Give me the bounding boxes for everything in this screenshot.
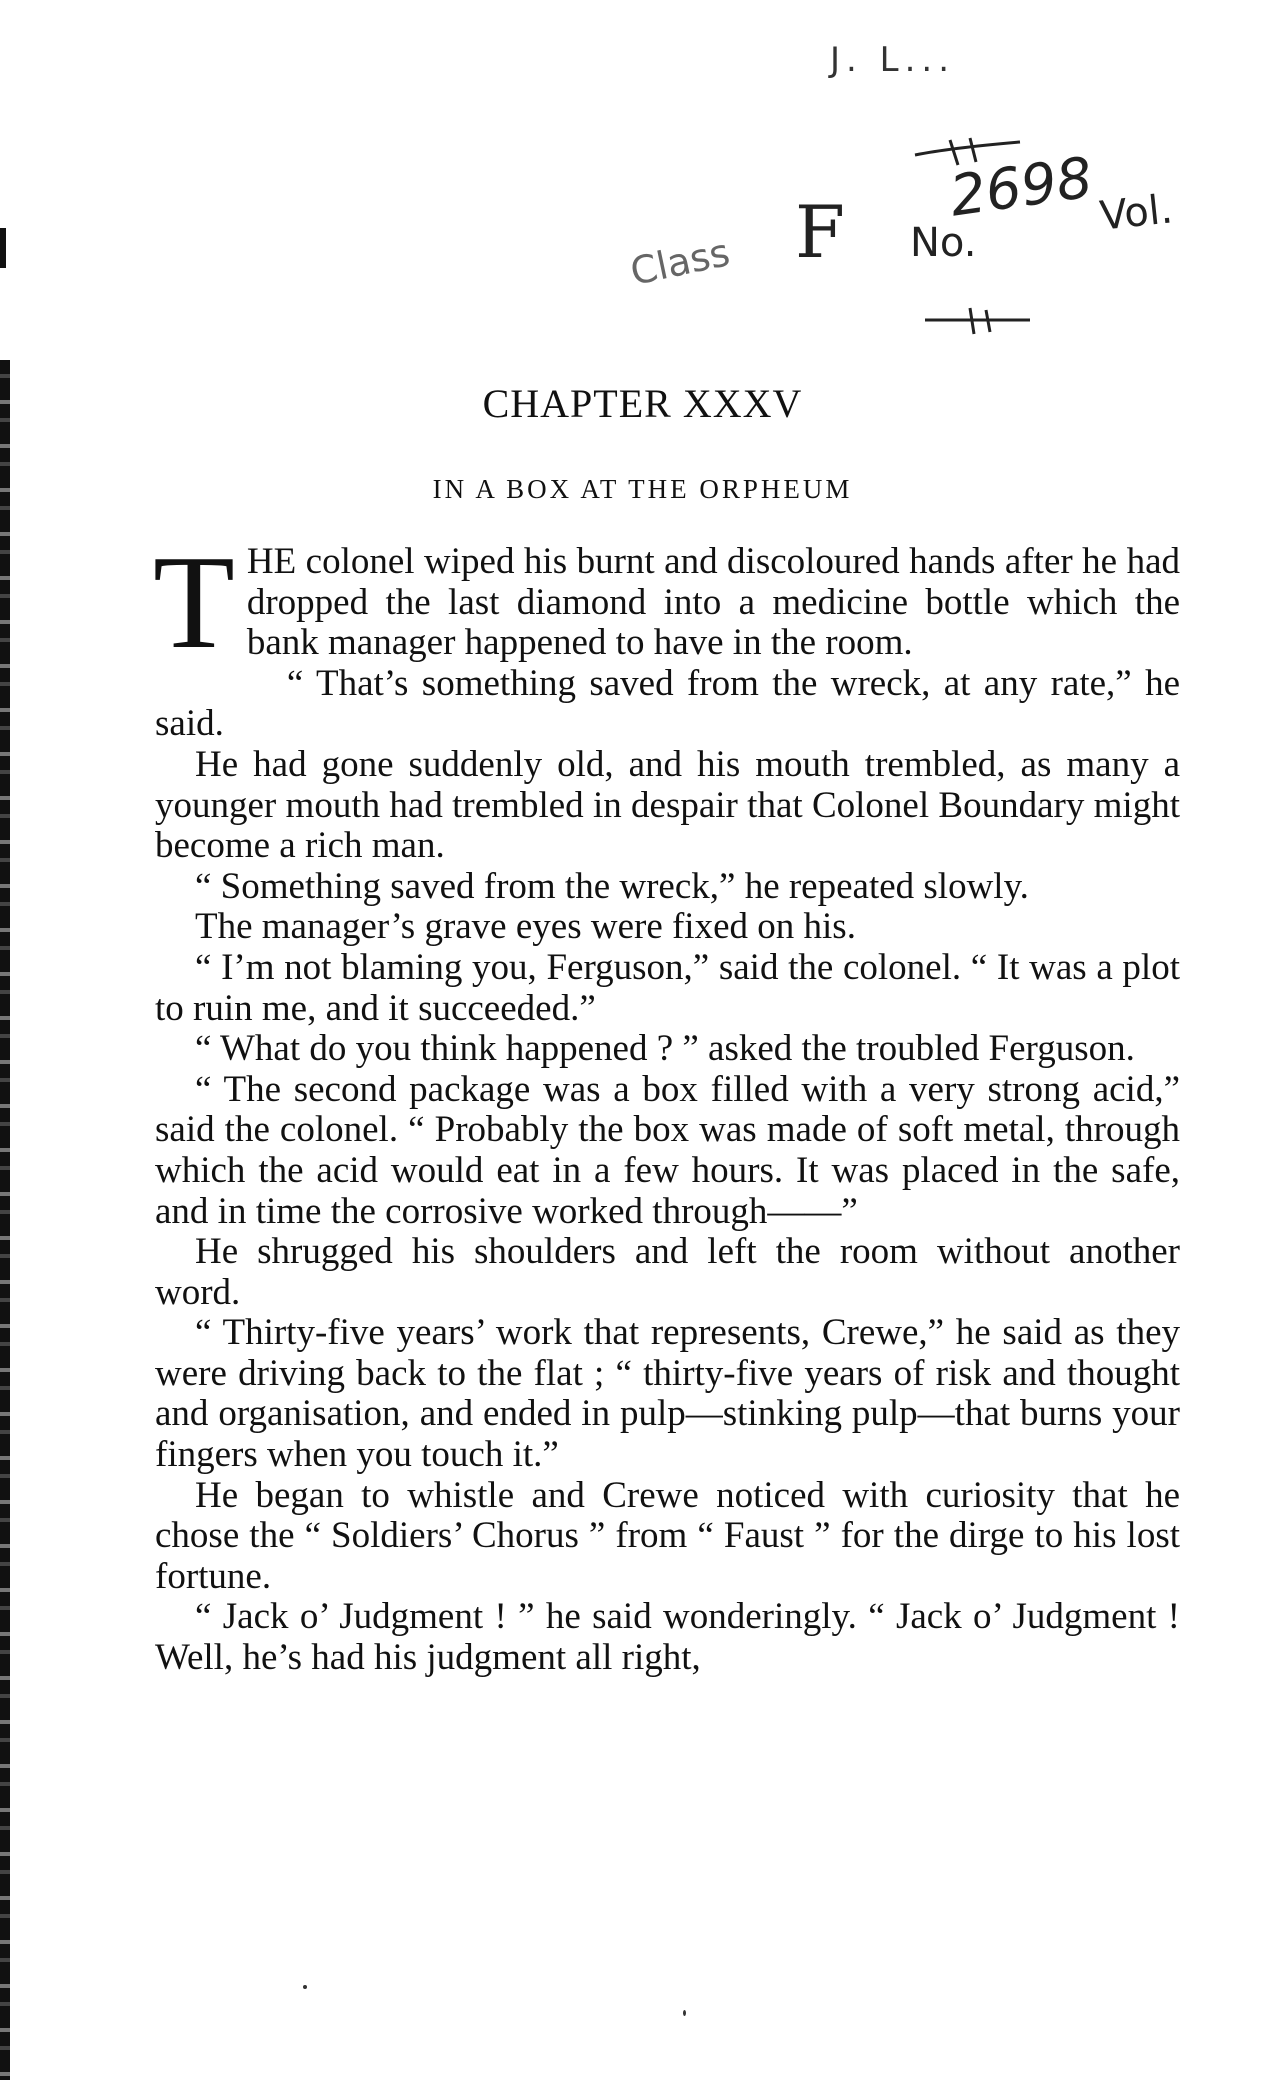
chapter-subtitle: IN A BOX AT THE ORPHEUM (432, 474, 853, 504)
stamp-class-value: F (795, 190, 845, 274)
paragraph-11: He began to whistle and Crewe noticed with curiosity that he chose the “ Soldiers’ Chorus ” from “ Faust ” for the dirge to his lost fortune. (155, 1474, 1180, 1597)
paragraph-7: “ What do you think happened ? ” asked the troubled Ferguson. (195, 1028, 1135, 1070)
chapter-heading: CHAPTER XXXV (482, 381, 803, 426)
drop-cap: T (153, 528, 235, 676)
paragraph-12: “ Jack o’ Judgment ! ” he said wonderingly. “ Jack o’ Judgment ! Well, he’s had his judgment all right, (155, 1596, 1180, 1679)
stamp-no-label: No. (910, 220, 977, 266)
binding-mark (0, 228, 6, 268)
stamp-class-label: Class (626, 230, 734, 294)
paragraph-1-text: HE colonel wiped his burnt and discoloured hands after he had dropped the last diamond into a medicine bottle which the bank manager happened to have in the room. (246, 541, 1180, 664)
paragraph-3: He had gone suddenly old, and his mouth trembled, as many a younger mouth had trembled in despair that Colonel Boundary might become a rich man. (155, 743, 1180, 867)
paragraph-5: The manager’s grave eyes were fixed on his. (195, 906, 856, 948)
print-speck (303, 1985, 307, 1989)
paragraph-9: He shrugged his shoulders and left the room without another word. (155, 1231, 1180, 1313)
paragraph-4: “ Something saved from the wreck,” he repeated slowly. (195, 865, 1029, 907)
print-speck (683, 2010, 686, 2016)
paragraph-8: “ The second package was a box filled with a very strong acid,” said the colonel. “ Probably the box was made of soft metal, through which the acid would eat in a few hours. It was placed in the safe, and in time the corrosive worked through——” (155, 1068, 1180, 1232)
stamp-vol-label: Vol. (1097, 186, 1175, 240)
library-stamp (610, 30, 1210, 430)
paragraph-10: “ Thirty-five years’ work that represents, Crewe,” he said as they were driving back to the flat ; “ thirty-five years of risk and thought and organisation, and ended in pulp—stinking pulp—that burns your fingers when you touch it.” (155, 1312, 1180, 1476)
stamp-rule-bottom (920, 300, 1040, 340)
stamp-no-value: 2698 (946, 145, 1097, 230)
paragraph-2: “ That’s something saved from the wreck, at any rate,” he said. (155, 662, 1180, 745)
page-binding-edge (0, 360, 10, 2080)
paragraph-6: “ I’m not blaming you, Ferguson,” said the colonel. “ It was a plot to ruin me, and it succeeded.” (155, 946, 1180, 1029)
stamp-line-1: J. L... (830, 40, 956, 80)
body-text (153, 528, 1180, 1679)
paragraph-1 (153, 528, 1180, 676)
